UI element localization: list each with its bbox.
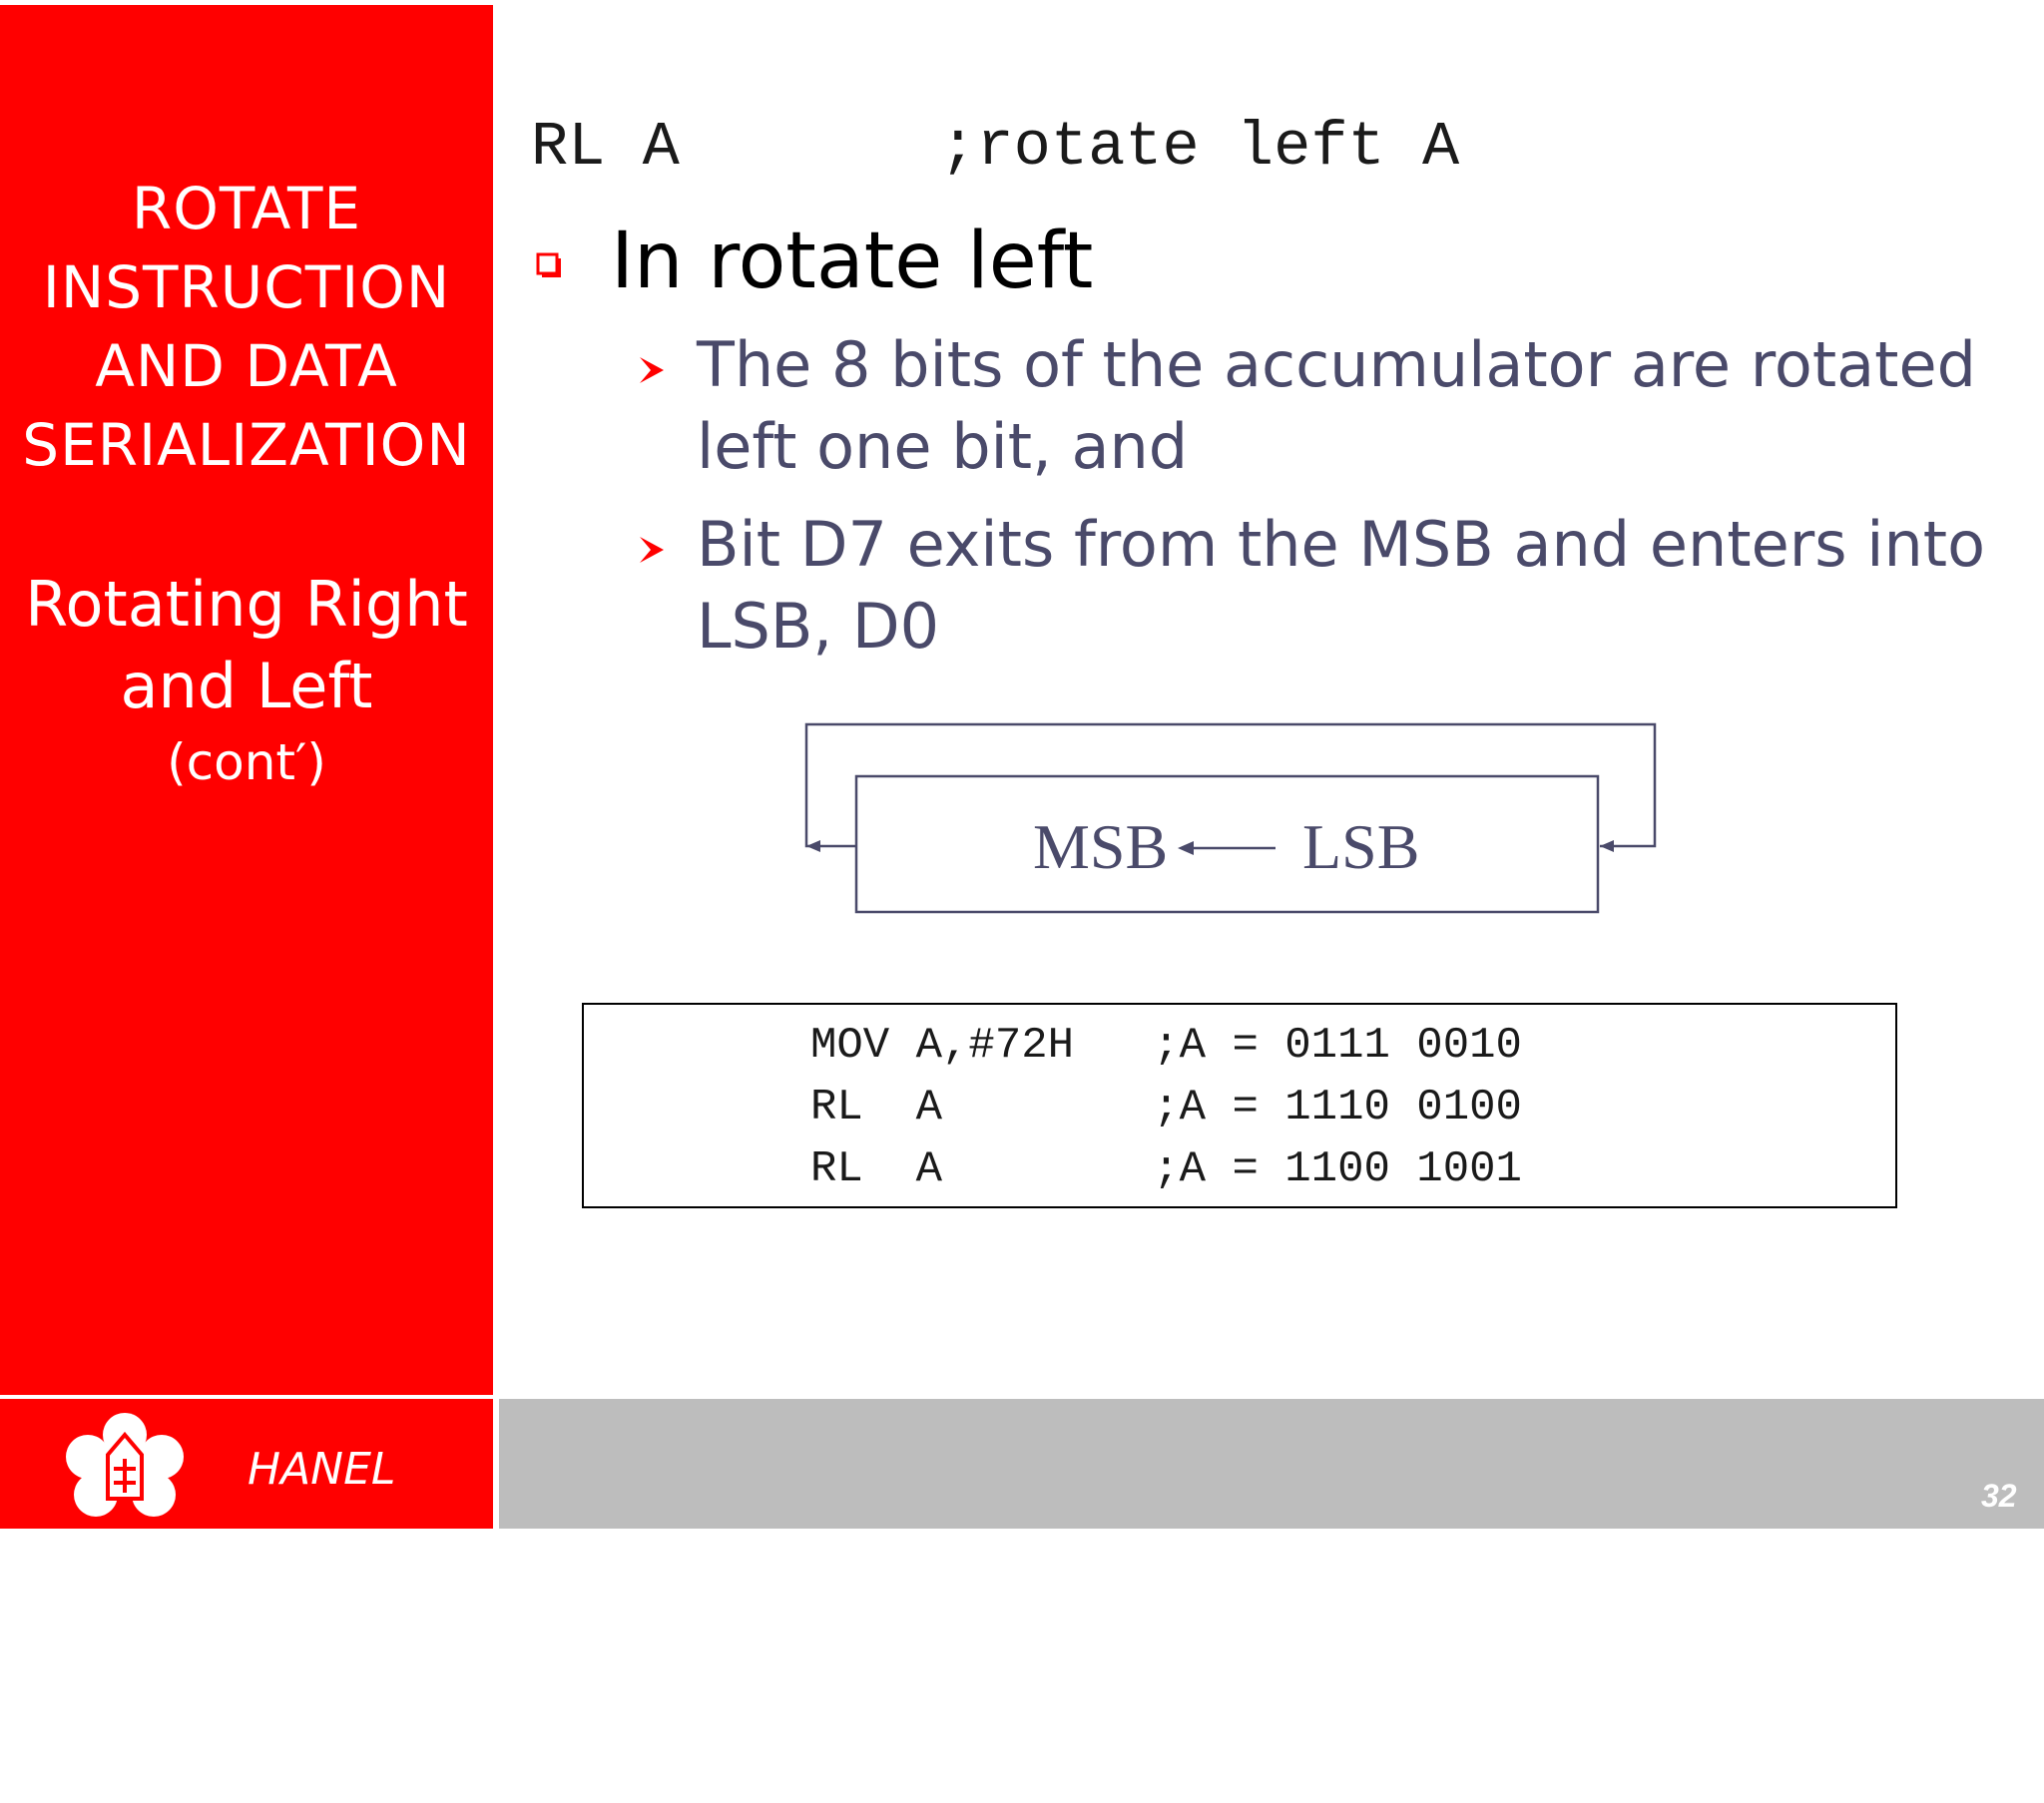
code-heading: RL A ;rotate left A bbox=[531, 112, 1460, 183]
department-line: Department of Computer Science and Information Engineering bbox=[519, 1527, 1824, 1576]
cont-label: (cont′) bbox=[167, 733, 326, 791]
code-line: RL A ;A = 1110 0100 bbox=[810, 1083, 1522, 1132]
lsb-label: LSB bbox=[1302, 811, 1420, 882]
code-line: RL A ;A = 1100 1001 bbox=[810, 1144, 1522, 1194]
lsb-entry-arrowhead bbox=[1600, 840, 1614, 852]
msb-entry-arrowhead bbox=[806, 840, 820, 852]
register-box bbox=[856, 776, 1598, 912]
section-title-line: SERIALIZATION bbox=[22, 411, 471, 479]
department-info bbox=[519, 1412, 1824, 1803]
section-title-line: AND DATA bbox=[95, 332, 398, 400]
brand-name: HANEL bbox=[248, 1444, 396, 1495]
university-line: National Cheng Kung University, TAIWAN bbox=[519, 1694, 1381, 1743]
code-line: MOV A,#72H ;A = 0111 0010 bbox=[810, 1021, 1522, 1071]
section-title-line: INSTRUCTION bbox=[42, 253, 451, 321]
subtitle-line: and Left bbox=[120, 650, 373, 722]
msb-label: MSB bbox=[1033, 811, 1169, 882]
page-number: 32 bbox=[1981, 1478, 2017, 1514]
subtitle-line: Rotating Right bbox=[25, 568, 468, 641]
section-title-line: ROTATE bbox=[131, 175, 362, 242]
sub-bullet: The 8 bits of the accumulator are rotated left one bit, and bbox=[697, 328, 1976, 483]
sub-bullet: Bit D7 exits from the MSB and enters into LSB, D0 bbox=[697, 508, 1986, 663]
university-emblem-icon bbox=[58, 1407, 193, 1522]
main-bullet: In rotate left bbox=[611, 217, 1094, 306]
